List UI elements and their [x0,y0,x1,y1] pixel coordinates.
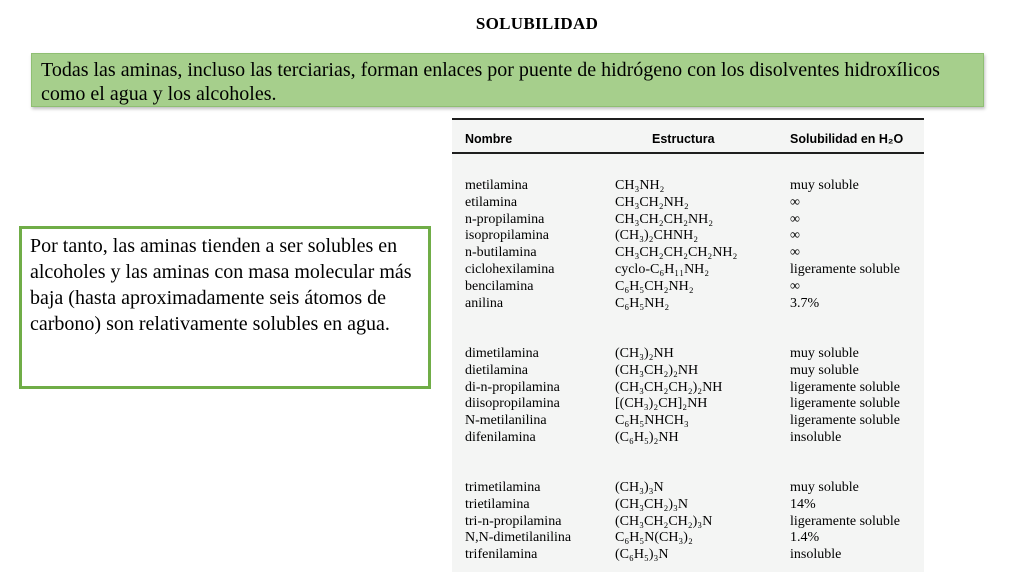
amine-solubility: ∞ [790,228,800,244]
amine-solubility: 3.7% [790,295,820,311]
amine-name: isopropilamina [465,228,549,244]
amine-solubility: muy soluble [790,346,859,361]
amine-solubility: ∞ [790,211,800,227]
amine-name: trietilamina [465,496,530,512]
amine-solubility: muy soluble [790,480,859,495]
table-row [452,194,924,211]
green-banner: Todas las aminas, incluso las terciarias, forman enlaces por puente de hidrógeno con los disolventes hidroxílicos como el agua y los alcoholes. [31,53,984,107]
amine-solubility: muy soluble [790,178,859,193]
header-nombre: Nombre [465,132,513,146]
amine-structure: CH₃NH₂ [615,178,665,193]
table-row [452,227,924,244]
amine-name: anilina [465,295,504,311]
amine-structure: (CH₃CH₂)₃N [615,496,688,512]
amine-solubility: ∞ [790,194,800,210]
amine-structure: C₆H₅NH₂ [615,295,670,311]
slide-title: SOLUBILIDAD [475,14,599,33]
amine-structure: [(CH₃)₂CH]₂NH [615,396,708,412]
amine-name: dietilamina [465,362,528,378]
table-row [452,529,924,546]
table-row [452,261,924,278]
amine-solubility: ligeramente soluble [790,396,901,412]
amine-name: metilamina [465,178,528,193]
table-row [452,379,924,396]
amine-solubility: insoluble [790,430,842,445]
amine-structure: (C₆H₅)₃N [615,547,669,563]
table-row [452,295,924,312]
table-row [452,513,924,530]
amine-structure: C₆H₅N(CH₃)₂ [615,530,693,546]
amine-name: tri-n-propilamina [465,513,562,529]
amine-structure: (CH₃CH₂)₂NH [615,362,699,378]
amine-structure: (CH₃CH₂CH₂)₃N [615,513,713,529]
amine-solubility: insoluble [790,547,842,563]
amine-name: trifenilamina [465,547,538,563]
table-header [452,118,924,154]
table-row [452,546,924,563]
table-row [452,244,924,261]
amine-name: di-n-propilamina [465,379,560,395]
table-row [452,479,924,496]
table-row [452,177,924,194]
amine-structure: (CH₃CH₂CH₂)₂NH [615,379,723,395]
amine-solubility: ligeramente soluble [790,262,901,277]
amine-structure: C₆H₅NHCH₃ [615,413,689,429]
amine-name: N,N-dimetilanilina [465,530,572,546]
amine-structure: cyclo-C₆H₁₁NH₂ [615,262,710,277]
amine-name: ciclohexilamina [465,262,555,277]
amine-solubility: ∞ [790,245,800,261]
amine-solubility: ligeramente soluble [790,513,901,529]
table-row [452,395,924,412]
amine-name: bencilamina [465,278,534,294]
outlined-text-box: Por tanto, las aminas tienden a ser solubles en alcoholes y las aminas con masa molecular más baja (hasta aproximadamente seis átomos de carbono) son relativamente solubles en agua. [19,226,431,389]
amine-structure: CH₃CH₂NH₂ [615,194,689,210]
amine-name: diisopropilamina [465,396,560,412]
amine-structure: (CH₃)₂CHNH₂ [615,228,699,244]
amine-structure: (C₆H₅)₂NH [615,430,679,445]
amine-solubility: ∞ [790,278,800,294]
amine-structure: CH₃CH₂CH₂NH₂ [615,211,714,227]
amine-solubility: muy soluble [790,362,859,378]
amine-name: etilamina [465,194,518,210]
amine-structure: (CH₃)₃N [615,480,664,495]
table-row [452,412,924,429]
table-row [452,429,924,446]
amine-solubility: 1.4% [790,530,820,546]
amine-structure: CH₃CH₂CH₂CH₂NH₂ [615,245,738,261]
amine-solubility: ligeramente soluble [790,413,901,429]
table-row [452,211,924,228]
amine-name: trimetilamina [465,480,541,495]
table-row [452,345,924,362]
amine-structure: (CH₃)₂NH [615,346,674,361]
table-row [452,496,924,513]
amine-solubility: ligeramente soluble [790,379,901,395]
amine-name: n-butilamina [465,245,537,261]
amine-name: difenilamina [465,430,536,445]
amine-structure: C₆H₅CH₂NH₂ [615,278,694,294]
table-row [452,278,924,295]
header-solubilidad: Solubilidad en H₂O [790,132,904,146]
header-estructura: Estructura [652,132,715,146]
amine-solubility: 14% [790,496,816,512]
amine-solubility-table [452,118,924,572]
amine-name: n-propilamina [465,211,545,227]
amine-name: dimetilamina [465,346,539,361]
amine-name: N-metilanilina [465,413,547,429]
table-row [452,362,924,379]
